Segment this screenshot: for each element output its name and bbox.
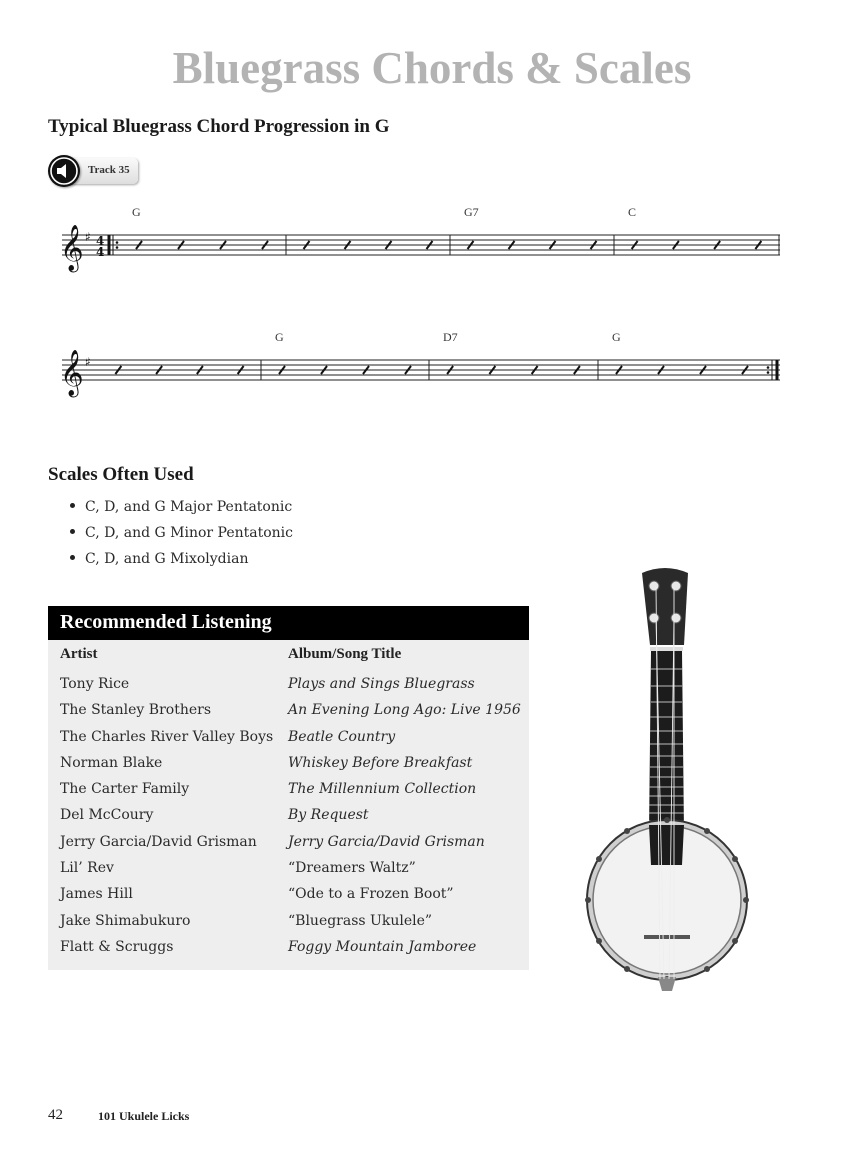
bullet-icon bbox=[70, 555, 75, 560]
table-row bbox=[48, 911, 529, 937]
chord-symbol: G bbox=[132, 205, 141, 219]
page-title: Bluegrass Chords & Scales bbox=[172, 43, 692, 93]
artist-cell: The Carter Family bbox=[60, 781, 190, 798]
track-label: Track 35 bbox=[88, 164, 130, 176]
album-cell: Beatle Country bbox=[288, 728, 396, 745]
chord-symbol: D7 bbox=[443, 330, 458, 344]
treble-clef: 𝄞 bbox=[60, 225, 84, 271]
table-row bbox=[48, 700, 529, 726]
time-signature-top: 4 bbox=[96, 234, 105, 248]
table-row bbox=[48, 884, 529, 910]
table-row bbox=[48, 832, 529, 858]
listening-header bbox=[48, 606, 529, 640]
artist-cell: Norman Blake bbox=[60, 754, 163, 771]
album-cell: An Evening Long Ago: Live 1956 bbox=[288, 702, 521, 719]
list-item: C, D, and G Major Pentatonic bbox=[70, 497, 293, 523]
artist-cell: The Stanley Brothers bbox=[60, 702, 212, 719]
bullet-icon bbox=[70, 529, 75, 534]
staff-lines bbox=[62, 235, 780, 255]
artist-cell: Jake Shimabukuro bbox=[60, 912, 191, 929]
chord-symbol: G bbox=[275, 330, 284, 344]
album-cell: Whiskey Before Breakfast bbox=[288, 754, 473, 771]
bullet-icon bbox=[70, 503, 75, 508]
album-cell: “Dreamers Waltz” bbox=[288, 860, 416, 877]
scales-heading: Scales Often Used bbox=[48, 464, 194, 485]
artist-cell: The Charles River Valley Boys bbox=[60, 728, 274, 745]
key-signature-sharp: ♯ bbox=[85, 355, 91, 369]
artist-cell: Jerry Garcia/David Grisman bbox=[60, 833, 257, 850]
track-audio-button[interactable] bbox=[48, 155, 140, 187]
table-row bbox=[48, 753, 529, 779]
album-cell: The Millennium Collection bbox=[288, 781, 477, 798]
album-cell: Jerry Garcia/David Grisman bbox=[288, 833, 485, 850]
list-item: C, D, and G Mixolydian bbox=[70, 549, 293, 575]
album-cell: Plays and Sings Bluegrass bbox=[288, 676, 475, 692]
table-row bbox=[48, 727, 529, 753]
column-header-artist: Artist bbox=[60, 646, 98, 662]
chord-symbols bbox=[132, 205, 636, 219]
speaker-icon bbox=[48, 155, 80, 187]
artist-cell: Flatt & Scruggs bbox=[60, 938, 174, 955]
staff-line-2 bbox=[60, 325, 784, 405]
artist-cell: Del McCoury bbox=[60, 807, 154, 824]
table-row bbox=[48, 779, 529, 805]
artist-cell: Lil’ Rev bbox=[60, 860, 114, 877]
column-header-album: Album/Song Title bbox=[288, 646, 402, 662]
treble-clef: 𝄞 bbox=[60, 350, 84, 396]
staff-line-1 bbox=[60, 200, 784, 280]
time-signature-bottom: 4 bbox=[96, 245, 105, 259]
album-cell: “Ode to a Frozen Boot” bbox=[288, 886, 454, 903]
chord-symbol: G7 bbox=[464, 205, 479, 219]
list-item: C, D, and G Minor Pentatonic bbox=[70, 523, 293, 549]
album-cell: By Request bbox=[288, 807, 369, 824]
progression-heading: Typical Bluegrass Chord Progression in G bbox=[48, 116, 390, 137]
table-row bbox=[48, 937, 529, 963]
scales-list bbox=[70, 497, 293, 575]
key-signature-sharp: ♯ bbox=[85, 230, 91, 244]
table-row bbox=[48, 674, 529, 700]
chord-symbols bbox=[275, 330, 621, 344]
table-row bbox=[48, 805, 529, 831]
recommended-listening-box bbox=[48, 606, 529, 970]
artist-cell: Tony Rice bbox=[60, 676, 130, 692]
page-number: 42 bbox=[48, 1107, 63, 1123]
banjo-ukulele-image bbox=[580, 565, 750, 995]
chord-symbol: G bbox=[612, 330, 621, 344]
album-cell: “Bluegrass Ukulele” bbox=[288, 912, 433, 929]
staff-lines bbox=[62, 360, 780, 380]
album-cell: Foggy Mountain Jamboree bbox=[288, 938, 477, 955]
chord-symbol: C bbox=[628, 205, 637, 219]
artist-cell: James Hill bbox=[60, 886, 133, 903]
listening-rows bbox=[48, 674, 529, 963]
table-row bbox=[48, 858, 529, 884]
listening-title: Recommended Listening bbox=[60, 611, 272, 633]
book-title: 101 Ukulele Licks bbox=[98, 1109, 190, 1123]
